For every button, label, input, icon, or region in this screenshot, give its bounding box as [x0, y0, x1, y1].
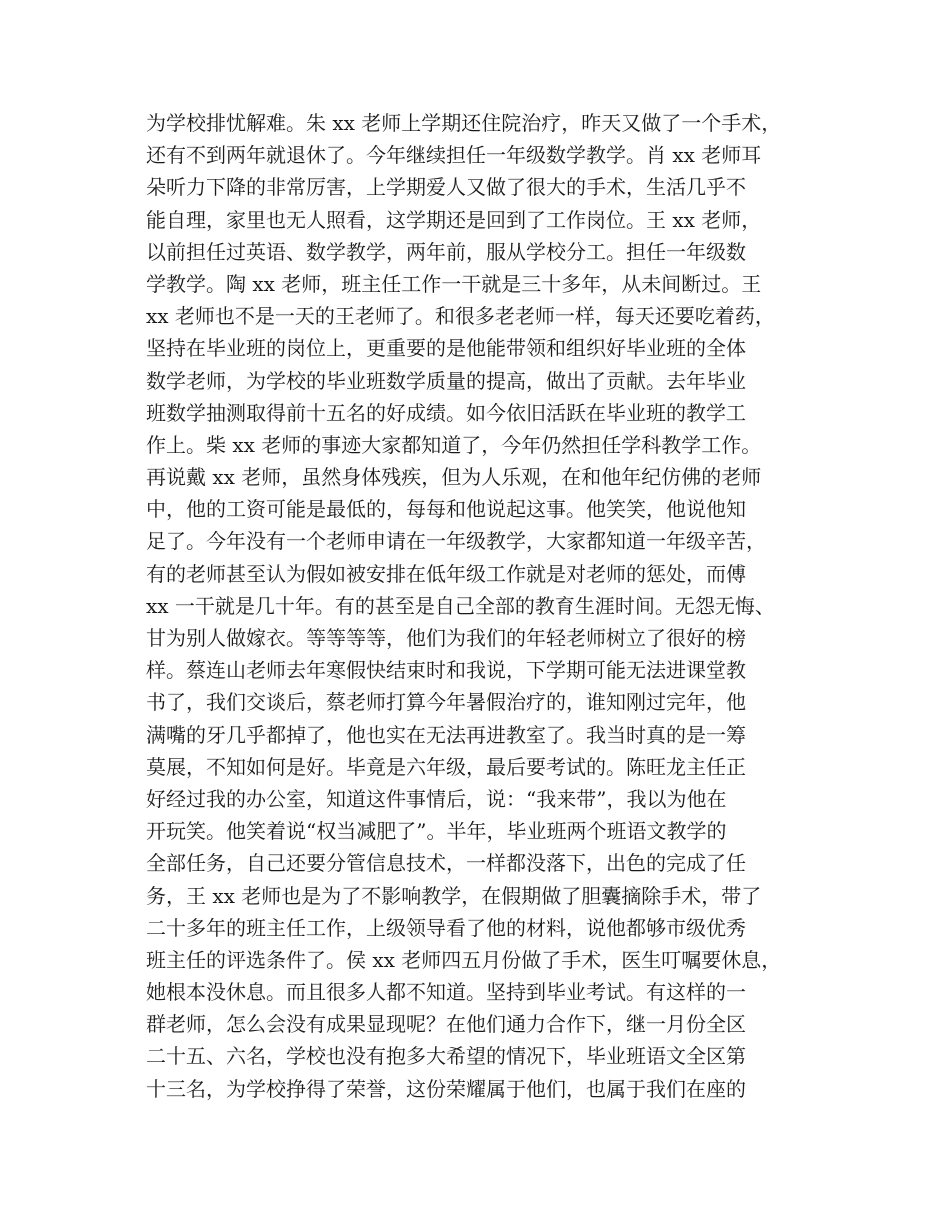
text-line: 全部任务，自己还要分管信息技术，一样都没落下，出色的完成了任 [146, 851, 746, 876]
text-line: 班主任的评选条件了。侯 xx 老师四五月份做了手术，医生叮嘱要休息， [146, 947, 782, 972]
text-line: 甘为别人做嫁衣。等等等等，他们为我们的年轻老师树立了很好的榜 [146, 626, 746, 650]
text-line: xx 一干就是几十年。有的甚至是自己全部的教育生涯时间。无怨无悔、 [146, 593, 775, 618]
text-line: 学教学。陶 xx 老师，班主任工作一干就是三十多年，从未间断过。王 [146, 271, 762, 296]
text-line: 她根本没休息。而且很多人都不知道。坚持到毕业考试。有这样的一 [146, 980, 746, 1005]
text-line: 为学校排忧解难。朱 xx 老师上学期还住院治疗，昨天又做了一个手术， [146, 111, 782, 135]
text-line: 足了。今年没有一个老师申请在一年级教学，大家都知道一年级辛苦， [146, 529, 766, 554]
text-line: 坚持在毕业班的岗位上，更重要的是他能带领和组织好毕业班的全体 [146, 336, 746, 361]
text-line: 以前担任过英语、数学教学，两年前，服从学校分工。担任一年级数 [146, 239, 746, 264]
text-line: 样。蔡连山老师去年寒假快结束时和我说，下学期可能无法进课堂教 [146, 658, 746, 683]
text-line: 二十五、六名，学校也没有抱多大希望的情况下，毕业班语文全区第 [146, 1044, 746, 1069]
text-line: 二十多年的班主任工作，上级领导看了他的材料，说他都够市级优秀 [146, 915, 746, 940]
text-line: 班数学抽测取得前十五名的好成绩。如今依旧活跃在毕业班的教学工 [146, 400, 746, 425]
text-line: 有的老师甚至认为假如被安排在低年级工作就是对老师的惩处，而傅 [146, 561, 746, 586]
text-line: 好经过我的办公室，知道这件事情后，说：“我来带”，我以为他在 [146, 786, 727, 811]
text-line: 再说戴 xx 老师，虽然身体残疾，但为人乐观，在和他年纪仿佛的老师 [146, 465, 762, 490]
text-line: 满嘴的牙几乎都掉了，他也实在无法再进教室了。我当时真的是一筹 [146, 722, 746, 747]
text-line: 数学老师，为学校的毕业班数学质量的提高，做出了贡献。去年毕业 [146, 368, 746, 393]
text-line: 中，他的工资可能是最低的，每每和他说起这事。他笑笑，他说他知 [146, 497, 746, 522]
text-line: 书了，我们交谈后，蔡老师打算今年暑假治疗的，谁知刚过完年，他 [146, 690, 746, 715]
text-line: 莫展，不知如何是好。毕竟是六年级，最后要考试的。陈旺龙主任正 [146, 754, 746, 779]
text-line: 作上。柴 xx 老师的事迹大家都知道了，今年仍然担任学科教学工作。 [146, 432, 762, 457]
text-line: xx 老师也不是一天的王老师了。和很多老老师一样，每天还要吃着药， [146, 304, 775, 329]
text-line: 还有不到两年就退休了。今年继续担任一年级数学教学。肖 xx 老师耳 [146, 143, 762, 168]
text-line: 十三名，为学校挣得了荣誉，这份荣耀属于他们，也属于我们在座的 [146, 1076, 746, 1101]
document-body [146, 107, 806, 1105]
text-line: 开玩笑。他笑着说“权当减肥了”。半年，毕业班两个班语文教学的 [146, 819, 727, 844]
text-line: 务，王 xx 老师也是为了不影响教学，在假期做了胆囊摘除手术，带了 [146, 883, 762, 908]
text-line: 群老师，怎么会没有成果显现呢？在他们通力合作下，继一月份全区 [146, 1012, 746, 1037]
text-line: 朵听力下降的非常厉害，上学期爱人又做了很大的手术，生活几乎不 [146, 175, 746, 200]
text-line: 能自理，家里也无人照看，这学期还是回到了工作岗位。王 xx 老师， [146, 207, 762, 232]
